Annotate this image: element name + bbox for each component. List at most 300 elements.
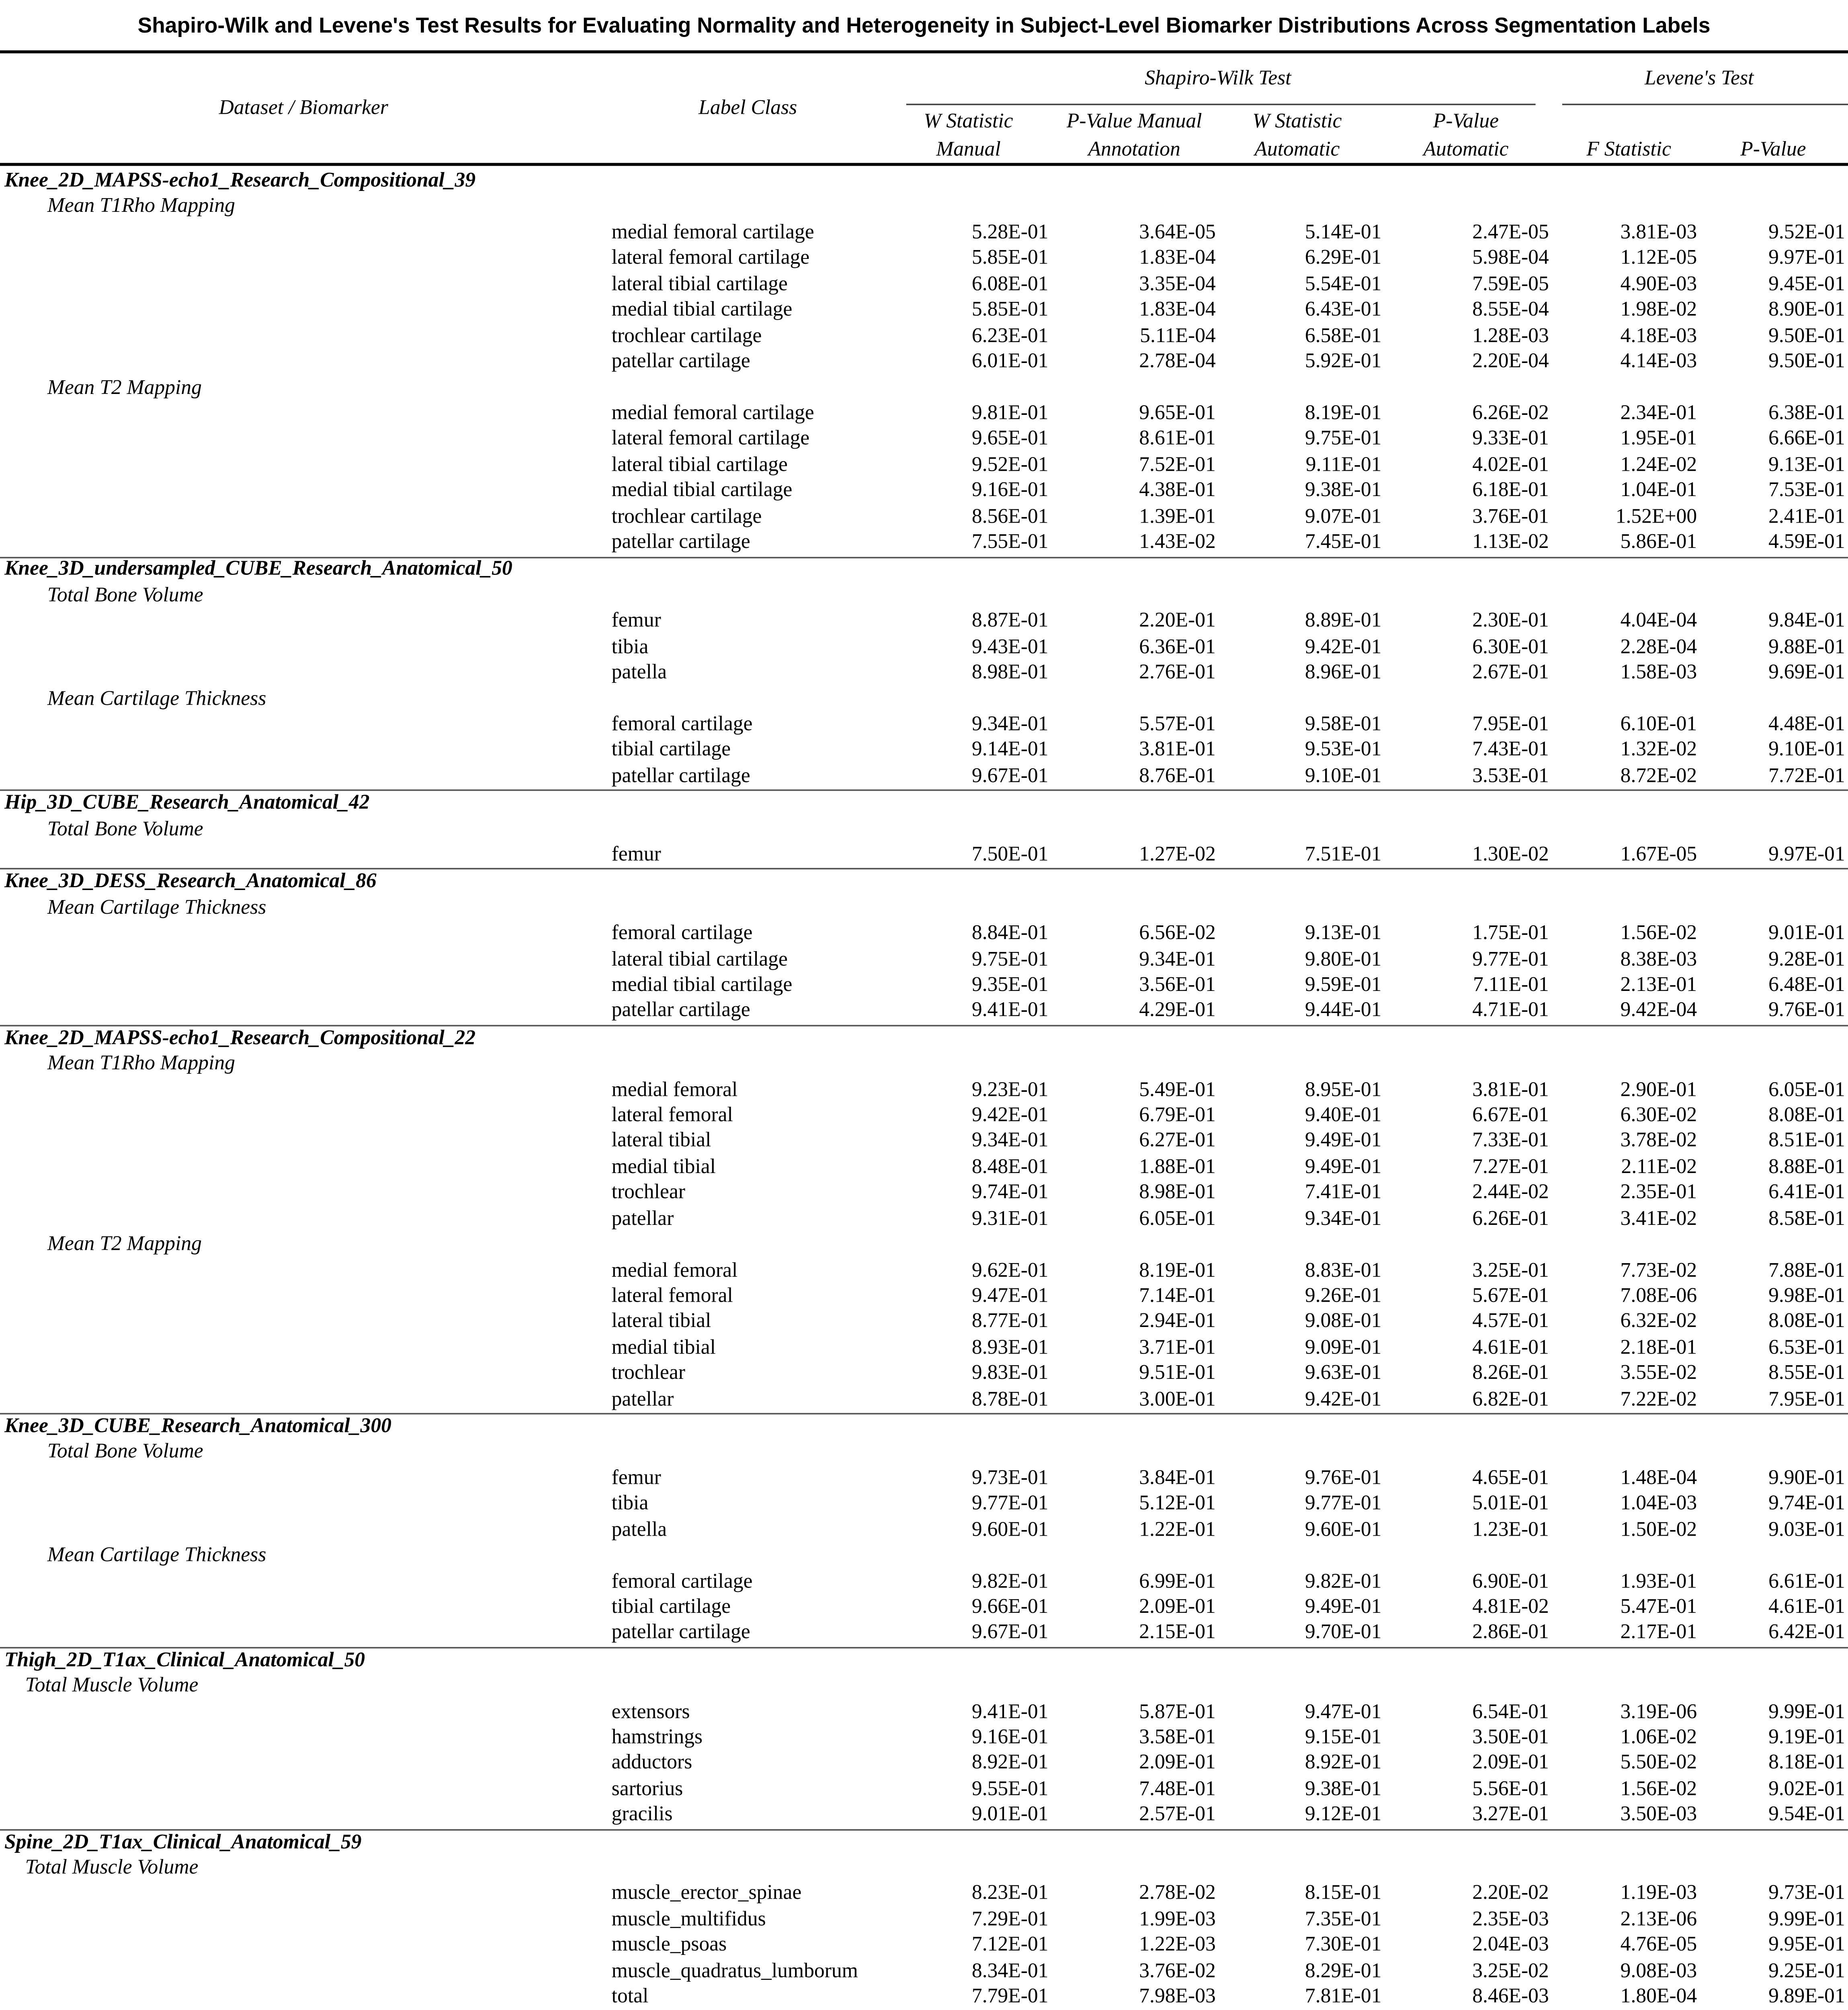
biomarker-name: Mean T1Rho Mapping [47,1053,235,1076]
table-row [0,712,1848,738]
p-value-manual-cell: 3.81E-01 [1139,740,1216,762]
p-value-manual-cell: 3.56E-01 [1139,974,1216,997]
biomarker-row [0,1856,1848,1881]
f-statistic-cell: 3.81E-03 [1620,222,1697,244]
dataset-row [0,1026,1848,1052]
w-stat-automatic-cell: 9.49E-01 [1305,1156,1382,1179]
p-value-manual-cell: 1.39E-01 [1139,506,1216,529]
w-stat-manual-cell: 7.79E-01 [971,1986,1049,2009]
p-value-manual-cell: 2.15E-01 [1139,1622,1216,1645]
w-stat-manual-cell: 8.93E-01 [971,1337,1049,1360]
f-statistic-cell: 2.90E-01 [1620,1079,1697,1101]
w-stat-manual-cell: 8.87E-01 [971,610,1049,633]
p-value-automatic-cell: 2.35E-03 [1472,1909,1549,1931]
w-stat-manual-cell: 9.42E-01 [971,1105,1049,1127]
levene-p-value-cell: 2.41E-01 [1768,506,1845,529]
header-w-manual-line2: Manual [936,139,1001,162]
levene-p-value-cell: 6.42E-01 [1768,1622,1845,1645]
levene-p-value-cell: 9.97E-01 [1768,844,1845,867]
label-class-cell: medial tibial cartilage [611,480,793,503]
p-value-manual-cell: 3.71E-01 [1139,1337,1216,1360]
p-value-automatic-cell: 6.82E-01 [1472,1389,1549,1411]
w-stat-automatic-cell: 8.89E-01 [1305,610,1382,633]
label-class-cell: femoral cartilage [611,714,753,736]
f-statistic-cell: 2.17E-01 [1620,1622,1697,1645]
p-value-manual-cell: 2.94E-01 [1139,1311,1216,1334]
biomarker-name: Total Muscle Volume [25,1675,199,1698]
table-row [0,1155,1848,1181]
p-value-manual-cell: 3.76E-02 [1139,1961,1216,1983]
p-value-manual-cell: 5.49E-01 [1139,1079,1216,1101]
dataset-name: Knee_3D_undersampled_CUBE_Research_Anatomical_50 [4,559,512,581]
w-stat-manual-cell: 9.83E-01 [971,1363,1049,1385]
table-row [0,1933,1848,1959]
levene-p-value-cell: 9.97E-01 [1768,248,1845,270]
w-stat-manual-cell: 6.01E-01 [971,351,1049,373]
f-statistic-cell: 8.38E-03 [1620,948,1697,971]
p-value-automatic-cell: 7.27E-01 [1472,1156,1549,1179]
f-statistic-cell: 1.56E-02 [1620,923,1697,945]
f-statistic-cell: 8.72E-02 [1620,765,1697,788]
w-stat-manual-cell: 9.01E-01 [971,1804,1049,1827]
f-statistic-cell: 1.04E-03 [1620,1493,1697,1516]
header-w-auto-line2: Automatic [1254,139,1340,162]
f-statistic-cell: 3.55E-02 [1620,1363,1697,1385]
table-row [0,1258,1848,1284]
p-value-manual-cell: 1.83E-04 [1139,248,1216,270]
p-value-automatic-cell: 5.67E-01 [1472,1285,1549,1308]
w-stat-automatic-cell: 8.92E-01 [1305,1753,1382,1775]
table-row [0,350,1848,375]
w-stat-manual-cell: 9.14E-01 [971,740,1049,762]
label-class-cell: femoral cartilage [611,1571,753,1593]
biomarker-name: Mean Cartilage Thickness [47,897,266,919]
levene-p-value-cell: 6.05E-01 [1768,1079,1845,1101]
w-stat-manual-cell: 9.23E-01 [971,1079,1049,1101]
label-class-cell: medial tibial cartilage [611,974,793,997]
w-stat-manual-cell: 5.85E-01 [971,248,1049,270]
f-statistic-cell: 9.08E-03 [1620,1961,1697,1983]
f-statistic-cell: 4.18E-03 [1620,325,1697,348]
p-value-automatic-cell: 3.76E-01 [1472,506,1549,529]
p-value-manual-cell: 1.99E-03 [1139,1909,1216,1931]
label-class-cell: femur [611,1467,661,1490]
p-value-manual-cell: 1.22E-01 [1139,1519,1216,1542]
levene-group-underline [1562,104,1848,105]
w-stat-manual-cell: 9.67E-01 [971,1622,1049,1645]
table-row [0,738,1848,764]
p-value-manual-cell: 1.27E-02 [1139,844,1216,867]
f-statistic-cell: 2.34E-01 [1620,402,1697,425]
f-statistic-cell: 2.11E-02 [1621,1156,1697,1179]
p-value-automatic-cell: 4.57E-01 [1472,1311,1549,1334]
p-value-automatic-cell: 2.20E-02 [1472,1883,1549,1905]
w-stat-automatic-cell: 7.41E-01 [1305,1182,1382,1205]
p-value-automatic-cell: 7.95E-01 [1472,714,1549,736]
label-class-cell: lateral femoral [611,1285,733,1308]
label-class-cell: hamstrings [611,1727,703,1750]
p-value-automatic-cell: 7.59E-05 [1472,273,1549,296]
label-class-cell: lateral tibial cartilage [611,454,788,477]
table-row [0,1129,1848,1155]
w-stat-automatic-cell: 7.35E-01 [1305,1909,1382,1931]
w-stat-manual-cell: 9.35E-01 [971,974,1049,997]
w-stat-automatic-cell: 8.83E-01 [1305,1259,1382,1282]
f-statistic-cell: 1.32E-02 [1620,740,1697,762]
w-stat-automatic-cell: 9.40E-01 [1305,1105,1382,1127]
p-value-manual-cell: 7.98E-03 [1139,1986,1216,2009]
levene-p-value-cell: 9.76E-01 [1768,1000,1845,1023]
biomarker-row [0,1233,1848,1258]
f-statistic-cell: 1.67E-05 [1620,844,1697,867]
shapiro-group-underline [906,104,1536,105]
w-stat-manual-cell: 9.73E-01 [971,1467,1049,1490]
p-value-automatic-cell: 7.43E-01 [1472,740,1549,762]
table-row [0,1621,1848,1647]
table-body [0,169,1848,2010]
p-value-manual-cell: 1.22E-03 [1139,1934,1216,1957]
w-stat-automatic-cell: 8.95E-01 [1305,1079,1382,1101]
table-row [0,246,1848,272]
levene-p-value-cell: 6.53E-01 [1768,1337,1845,1360]
biomarker-name: Total Bone Volume [47,585,203,607]
p-value-automatic-cell: 4.71E-01 [1472,1000,1549,1023]
p-value-manual-cell: 8.76E-01 [1139,765,1216,788]
p-value-manual-cell: 2.57E-01 [1139,1804,1216,1827]
f-statistic-cell: 1.04E-01 [1620,480,1697,503]
w-stat-manual-cell: 9.82E-01 [971,1571,1049,1593]
p-value-automatic-cell: 2.44E-02 [1472,1182,1549,1205]
p-value-automatic-cell: 2.09E-01 [1472,1753,1549,1775]
f-statistic-cell: 1.93E-01 [1620,1571,1697,1593]
f-statistic-cell: 1.48E-04 [1620,1467,1697,1490]
p-value-automatic-cell: 1.23E-01 [1472,1519,1549,1542]
p-value-manual-cell: 8.98E-01 [1139,1182,1216,1205]
f-statistic-cell: 1.80E-04 [1620,1986,1697,2009]
f-statistic-cell: 1.12E-05 [1620,248,1697,270]
p-value-automatic-cell: 4.02E-01 [1472,454,1549,477]
table-row [0,947,1848,973]
header-dataset-biomarker: Dataset / Biomarker [219,98,388,120]
w-stat-manual-cell: 8.77E-01 [971,1311,1049,1334]
levene-p-value-cell: 9.01E-01 [1768,923,1845,945]
table-row [0,1569,1848,1595]
header-label-class: Label Class [699,98,797,120]
dataset-name: Knee_3D_CUBE_Research_Anatomical_300 [4,1416,391,1438]
table-row [0,999,1848,1025]
label-class-cell: sartorius [611,1778,683,1801]
label-class-cell: patellar cartilage [611,532,750,554]
label-class-cell: trochlear cartilage [611,325,762,348]
w-stat-automatic-cell: 9.58E-01 [1305,714,1382,736]
levene-p-value-cell: 7.95E-01 [1768,1389,1845,1411]
levene-p-value-cell: 9.99E-01 [1768,1701,1845,1724]
levene-p-value-cell: 9.19E-01 [1768,1727,1845,1750]
label-class-cell: tibial cartilage [611,740,731,762]
biomarker-row [0,1544,1848,1569]
p-value-automatic-cell: 2.67E-01 [1472,662,1549,685]
table-row [0,1595,1848,1621]
p-value-manual-cell: 6.27E-01 [1139,1130,1216,1153]
levene-p-value-cell: 9.73E-01 [1768,1883,1845,1905]
p-value-manual-cell: 5.87E-01 [1139,1701,1216,1724]
levene-p-value-cell: 9.02E-01 [1768,1778,1845,1801]
p-value-automatic-cell: 5.56E-01 [1472,1778,1549,1801]
biomarker-row [0,1052,1848,1077]
table-row [0,272,1848,298]
f-statistic-cell: 7.73E-02 [1620,1259,1697,1282]
w-stat-automatic-cell: 9.80E-01 [1305,948,1382,971]
p-value-automatic-cell: 3.27E-01 [1472,1804,1549,1827]
table-row [0,843,1848,868]
table-row [0,1803,1848,1829]
biomarker-name: Mean T2 Mapping [47,1234,202,1256]
p-value-manual-cell: 4.38E-01 [1139,480,1216,503]
levene-p-value-cell: 8.51E-01 [1768,1130,1845,1153]
header-shapiro-wilk-group: Shapiro-Wilk Test [1145,68,1291,90]
levene-p-value-cell: 9.99E-01 [1768,1909,1845,1931]
p-value-manual-cell: 2.78E-04 [1139,351,1216,373]
table-row [0,1752,1848,1777]
label-class-cell: trochlear [611,1363,685,1385]
p-value-manual-cell: 2.78E-02 [1139,1883,1216,1905]
label-class-cell: medial femoral [611,1079,738,1101]
label-class-cell: medial femoral cartilage [611,222,814,244]
p-value-manual-cell: 3.84E-01 [1139,1467,1216,1490]
w-stat-automatic-cell: 9.42E-01 [1305,1389,1382,1411]
w-stat-manual-cell: 5.85E-01 [971,299,1049,322]
p-value-automatic-cell: 6.18E-01 [1472,480,1549,503]
table-row [0,764,1848,790]
f-statistic-cell: 3.78E-02 [1620,1130,1697,1153]
p-value-manual-cell: 7.48E-01 [1139,1778,1216,1801]
biomarker-name: Total Bone Volume [47,818,203,841]
dataset-row [0,870,1848,895]
w-stat-automatic-cell: 8.19E-01 [1305,402,1382,425]
f-statistic-cell: 3.50E-03 [1620,1804,1697,1827]
f-statistic-cell: 4.14E-03 [1620,351,1697,373]
p-value-manual-cell: 5.57E-01 [1139,714,1216,736]
dataset-name: Spine_2D_T1ax_Clinical_Anatomical_59 [4,1831,362,1854]
table-row [0,661,1848,687]
p-value-manual-cell: 5.12E-01 [1139,1493,1216,1516]
p-value-automatic-cell: 8.55E-04 [1472,299,1549,322]
levene-p-value-cell: 8.90E-01 [1768,299,1845,322]
w-stat-manual-cell: 8.23E-01 [971,1883,1049,1905]
table-row [0,1181,1848,1206]
label-class-cell: lateral tibial cartilage [611,948,788,971]
dataset-name: Knee_2D_MAPSS-echo1_Research_Compositional_39 [4,170,476,193]
header-bottom-rule [0,163,1848,165]
w-stat-manual-cell: 9.62E-01 [971,1259,1049,1282]
w-stat-automatic-cell: 5.54E-01 [1305,273,1382,296]
w-stat-automatic-cell: 7.51E-01 [1305,844,1382,867]
w-stat-automatic-cell: 9.42E-01 [1305,636,1382,659]
w-stat-automatic-cell: 9.09E-01 [1305,1337,1382,1360]
w-stat-automatic-cell: 7.45E-01 [1305,532,1382,554]
w-stat-automatic-cell: 9.15E-01 [1305,1727,1382,1750]
header-p-manual-line1: P-Value Manual [1066,111,1202,133]
label-class-cell: femur [611,610,661,633]
levene-p-value-cell: 8.55E-01 [1768,1363,1845,1385]
w-stat-automatic-cell: 6.58E-01 [1305,325,1382,348]
f-statistic-cell: 1.58E-03 [1620,662,1697,685]
w-stat-automatic-cell: 9.75E-01 [1305,429,1382,451]
p-value-manual-cell: 6.56E-02 [1139,923,1216,945]
w-stat-manual-cell: 7.55E-01 [971,532,1049,554]
f-statistic-cell: 1.52E+00 [1615,506,1697,529]
table-row [0,1336,1848,1362]
label-class-cell: medial femoral [611,1259,738,1282]
biomarker-name: Mean T1Rho Mapping [47,196,235,219]
p-value-manual-cell: 2.09E-01 [1139,1596,1216,1619]
w-stat-manual-cell: 8.98E-01 [971,662,1049,685]
w-stat-manual-cell: 5.28E-01 [971,222,1049,244]
label-class-cell: adductors [611,1753,692,1775]
table-row [0,1284,1848,1310]
header-levene-group: Levene's Test [1645,68,1754,90]
f-statistic-cell: 7.08E-06 [1620,1285,1697,1308]
levene-p-value-cell: 4.48E-01 [1768,714,1845,736]
levene-p-value-cell: 8.18E-01 [1768,1753,1845,1775]
w-stat-automatic-cell: 9.38E-01 [1305,1778,1382,1801]
label-class-cell: medial tibial [611,1337,716,1360]
dataset-row [0,1830,1848,1856]
w-stat-manual-cell: 8.34E-01 [971,1961,1049,1983]
p-value-manual-cell: 6.05E-01 [1139,1208,1216,1231]
w-stat-manual-cell: 9.31E-01 [971,1208,1049,1231]
table-row [0,1882,1848,1907]
p-value-automatic-cell: 9.33E-01 [1472,429,1549,451]
levene-p-value-cell: 8.58E-01 [1768,1208,1845,1231]
f-statistic-cell: 4.76E-05 [1620,1934,1697,1957]
header-p-auto-line2: Automatic [1423,139,1509,162]
levene-p-value-cell: 9.50E-01 [1768,351,1845,373]
levene-p-value-cell: 9.69E-01 [1768,662,1845,685]
w-stat-manual-cell: 9.34E-01 [971,1130,1049,1153]
label-class-cell: extensors [611,1701,690,1724]
levene-p-value-cell: 4.61E-01 [1768,1596,1845,1619]
p-value-manual-cell: 6.36E-01 [1139,636,1216,659]
f-statistic-cell: 1.95E-01 [1620,429,1697,451]
w-stat-manual-cell: 9.60E-01 [971,1519,1049,1542]
p-value-manual-cell: 3.64E-05 [1139,222,1216,244]
w-stat-automatic-cell: 5.14E-01 [1305,222,1382,244]
levene-p-value-cell: 7.53E-01 [1768,480,1845,503]
label-class-cell: medial femoral cartilage [611,402,814,425]
w-stat-automatic-cell: 9.44E-01 [1305,1000,1382,1023]
w-stat-automatic-cell: 9.11E-01 [1305,454,1382,477]
w-stat-automatic-cell: 9.59E-01 [1305,974,1382,997]
label-class-cell: femur [611,844,661,867]
label-class-cell: lateral tibial [611,1130,711,1153]
w-stat-automatic-cell: 9.13E-01 [1305,923,1382,945]
w-stat-automatic-cell: 9.10E-01 [1305,765,1382,788]
p-value-manual-cell: 9.65E-01 [1139,402,1216,425]
p-value-automatic-cell: 3.50E-01 [1472,1727,1549,1750]
w-stat-manual-cell: 8.84E-01 [971,923,1049,945]
f-statistic-cell: 5.50E-02 [1620,1753,1697,1775]
p-value-automatic-cell: 6.26E-02 [1472,402,1549,425]
table-row [0,221,1848,246]
p-value-manual-cell: 3.35E-04 [1139,273,1216,296]
table-row [0,1777,1848,1803]
levene-p-value-cell: 9.28E-01 [1768,948,1845,971]
w-stat-manual-cell: 7.50E-01 [971,844,1049,867]
w-stat-automatic-cell: 9.60E-01 [1305,1519,1382,1542]
p-value-manual-cell: 6.99E-01 [1139,1571,1216,1593]
table-row [0,1103,1848,1129]
p-value-automatic-cell: 1.13E-02 [1472,532,1549,554]
label-class-cell: patellar [611,1208,674,1231]
w-stat-automatic-cell: 9.49E-01 [1305,1596,1382,1619]
levene-p-value-cell: 9.03E-01 [1768,1519,1845,1542]
w-stat-automatic-cell: 9.53E-01 [1305,740,1382,762]
f-statistic-cell: 5.47E-01 [1620,1596,1697,1619]
table-row [0,530,1848,556]
table-row [0,1077,1848,1103]
table-row [0,1959,1848,1985]
p-value-manual-cell: 3.58E-01 [1139,1727,1216,1750]
w-stat-automatic-cell: 5.92E-01 [1305,351,1382,373]
biomarker-row [0,1440,1848,1466]
label-class-cell: lateral tibial cartilage [611,273,788,296]
p-value-manual-cell: 5.11E-04 [1140,325,1216,348]
levene-p-value-cell: 6.38E-01 [1768,402,1845,425]
biomarker-name: Total Muscle Volume [25,1857,199,1880]
label-class-cell: patellar cartilage [611,1622,750,1645]
w-stat-automatic-cell: 8.96E-01 [1305,662,1382,685]
w-stat-automatic-cell: 9.34E-01 [1305,1208,1382,1231]
label-class-cell: patella [611,1519,667,1542]
table-row [0,1985,1848,2010]
table-row [0,298,1848,324]
f-statistic-cell: 4.04E-04 [1620,610,1697,633]
p-value-automatic-cell: 2.30E-01 [1472,610,1549,633]
w-stat-manual-cell: 9.34E-01 [971,714,1049,736]
f-statistic-cell: 1.98E-02 [1620,299,1697,322]
p-value-automatic-cell: 6.54E-01 [1472,1701,1549,1724]
table-row [0,1310,1848,1336]
table-row [0,1207,1848,1233]
p-value-manual-cell: 9.51E-01 [1139,1363,1216,1385]
table-row [0,1466,1848,1492]
p-value-automatic-cell: 3.25E-01 [1472,1259,1549,1282]
table-row [0,635,1848,660]
p-value-manual-cell: 7.14E-01 [1139,1285,1216,1308]
w-stat-manual-cell: 8.92E-01 [971,1753,1049,1775]
levene-p-value-cell: 9.25E-01 [1768,1961,1845,1983]
label-class-cell: muscle_quadratus_lumborum [611,1961,858,1983]
w-stat-manual-cell: 8.78E-01 [971,1389,1049,1411]
levene-p-value-cell: 9.45E-01 [1768,273,1845,296]
levene-p-value-cell: 8.88E-01 [1768,1156,1845,1179]
table-row [0,427,1848,453]
p-value-automatic-cell: 4.65E-01 [1472,1467,1549,1490]
biomarker-name: Total Bone Volume [47,1442,203,1464]
f-statistic-cell: 9.42E-04 [1620,1000,1697,1023]
table-row [0,401,1848,427]
label-class-cell: lateral femoral [611,1105,733,1127]
p-value-automatic-cell: 3.53E-01 [1472,765,1549,788]
biomarker-row [0,817,1848,843]
w-stat-manual-cell: 6.23E-01 [971,325,1049,348]
table-row [0,609,1848,635]
biomarker-row [0,1674,1848,1700]
w-stat-manual-cell: 9.55E-01 [971,1778,1049,1801]
f-statistic-cell: 7.22E-02 [1620,1389,1697,1411]
w-stat-automatic-cell: 6.43E-01 [1305,299,1382,322]
